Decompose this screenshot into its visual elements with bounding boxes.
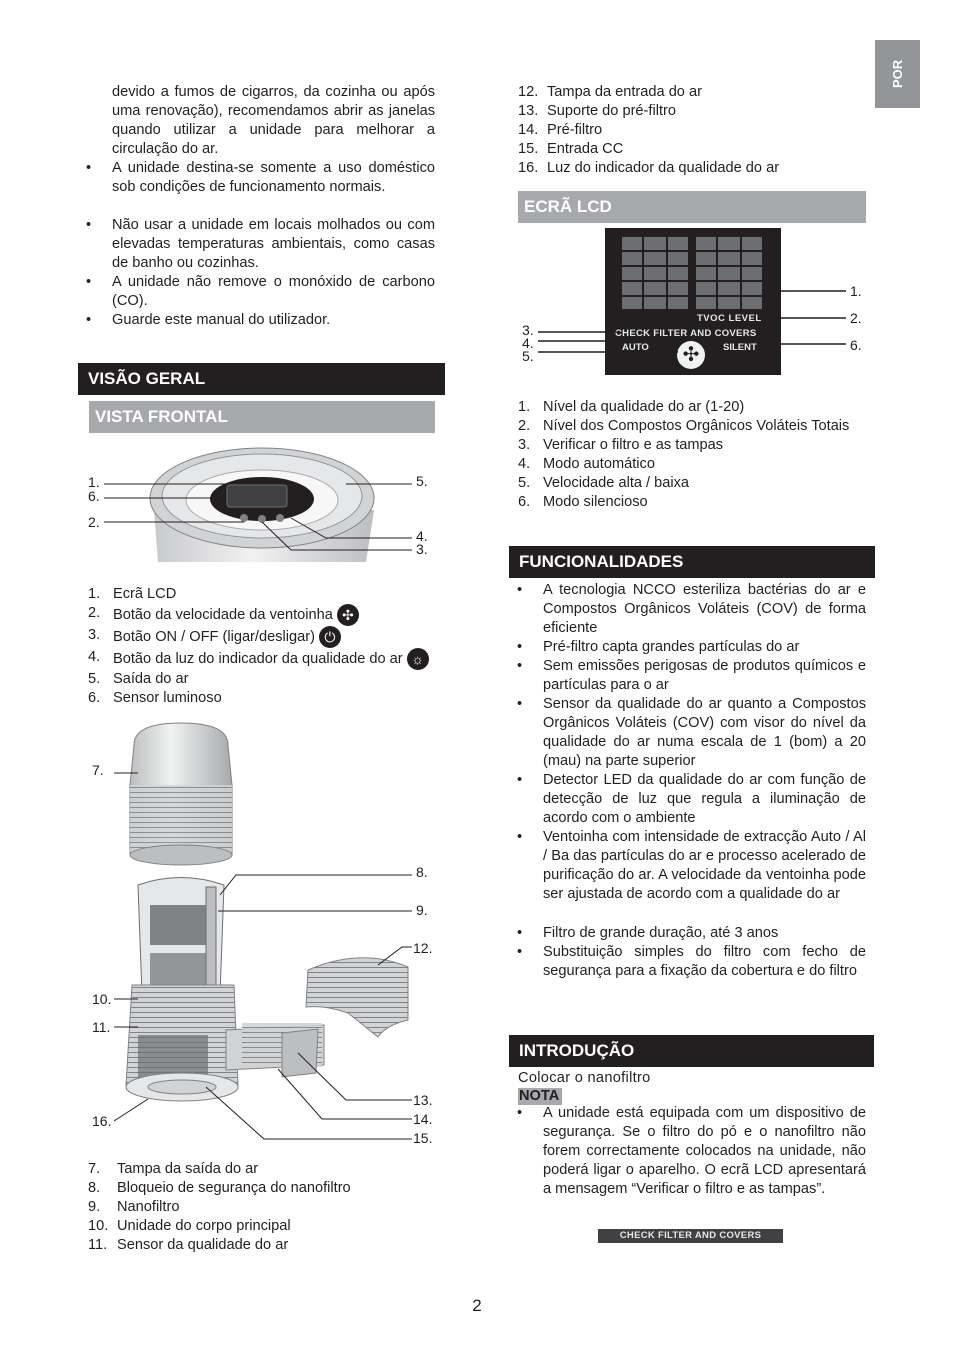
note-bullet: • A unidade está equipada com um dispositivo de segurança. Se o filtro do pó e o nanofiltro não forem correctamente colocados na unidade, não poderá ligar o aparelho. O ecrã LCD apresentará a mensagem “Verificar o filtro e as tampas”. bbox=[517, 1105, 866, 1197]
feature-bullet: • Filtro de grande duração, até 3 anos bbox=[517, 925, 779, 941]
callout-label: 16. bbox=[92, 1113, 112, 1129]
feature-bullet: • Detector LED da qualidade do ar com função de detecção de luz que regula a iluminação de acordo com o ambiente bbox=[517, 772, 866, 826]
callout-label: 14. bbox=[413, 1111, 433, 1127]
feature-bullet: • Ventoinha com intensidade de extracção Auto / Al / Ba das partículas do ar e processo acelerado de purificação do ar. A velocidade da ventoinha pode ser ajustada de acordo com a qualidade do ar bbox=[517, 829, 866, 902]
section-heading-introduction: INTRODUÇÃO bbox=[509, 1035, 874, 1067]
callout-label: 5. bbox=[522, 348, 534, 364]
language-tab-label: POR bbox=[890, 59, 905, 89]
callout-label: 3. bbox=[522, 322, 534, 338]
callout-label: 4. bbox=[416, 528, 428, 544]
callout-label: 13. bbox=[413, 1092, 433, 1108]
lcd-fan-icon: ✣ bbox=[677, 341, 705, 369]
callout-label: 11. bbox=[92, 1019, 111, 1035]
list-item: 6. Sensor luminoso bbox=[88, 690, 222, 706]
light-icon: ☼ bbox=[407, 648, 429, 670]
list-item: 6. Modo silencioso bbox=[518, 494, 648, 510]
callout-label: 1. bbox=[850, 283, 862, 299]
feature-bullet: • Substituição simples do filtro com fecho de segurança para a fixação da cobertura e do filtro bbox=[517, 944, 866, 979]
subheading-lcd: ECRÃ LCD bbox=[518, 191, 866, 223]
list-item: 2. Nível dos Compostos Orgânicos Voláteis Totais bbox=[518, 418, 850, 434]
callout-label: 3. bbox=[416, 541, 428, 557]
list-item: 14. Pré-filtro bbox=[518, 122, 603, 138]
list-item: 7. Tampa da saída do ar bbox=[88, 1161, 259, 1177]
page-number: 2 bbox=[472, 1296, 482, 1315]
callout-label: 15. bbox=[413, 1130, 433, 1146]
list-item: 4. Botão da luz do indicador da qualidade do ar ☼ bbox=[88, 648, 429, 670]
feature-bullet: • Sensor da qualidade do ar quanto a Compostos Orgânicos Voláteis (COV) com visor do nível da qualidade do ar numa escala de 1 (bom) a 20 (mau) na parte superior bbox=[517, 696, 866, 769]
list-item: 16. Luz do indicador da qualidade do ar bbox=[518, 160, 780, 176]
list-item: 3. Botão ON / OFF (ligar/desligar) ⏻ bbox=[88, 626, 429, 648]
list-item: 1. Nível da qualidade do ar (1-20) bbox=[518, 399, 745, 415]
subheading-front-view: VISTA FRONTAL bbox=[89, 401, 435, 433]
lcd-callout-lines bbox=[518, 280, 848, 360]
callout-label: 2. bbox=[850, 310, 862, 326]
callout-label: 6. bbox=[850, 337, 862, 353]
feature-bullet: • Pré-filtro capta grandes partículas do ar bbox=[517, 639, 800, 655]
power-icon: ⏻ bbox=[319, 626, 341, 648]
list-item: 13. Suporte do pré-filtro bbox=[518, 103, 676, 119]
callout-label: 8. bbox=[416, 864, 428, 880]
fan-icon: ✣ bbox=[337, 604, 359, 626]
section-heading-features: FUNCIONALIDADES bbox=[509, 546, 875, 578]
parts-list-right bbox=[518, 83, 779, 178]
parts-list-left bbox=[88, 1160, 351, 1255]
language-tab bbox=[875, 40, 920, 108]
intro-subheading: Colocar o nanofiltro bbox=[518, 1070, 651, 1086]
callout-label: 12. bbox=[413, 940, 433, 956]
list-item: 5. Velocidade alta / baixa bbox=[518, 475, 690, 491]
check-filter-badge: CHECK FILTER AND COVERS bbox=[598, 1229, 783, 1243]
callout-label: 10. bbox=[92, 991, 112, 1007]
exploded-callout-lines bbox=[86, 715, 436, 1155]
feature-bullet: • Sem emissões perigosas de produtos químicos e partículas para o ar bbox=[517, 658, 866, 693]
callout-label: 7. bbox=[92, 762, 104, 778]
lcd-silent-label: SILENT bbox=[723, 342, 757, 353]
list-item: 1. Ecrã LCD bbox=[88, 586, 177, 602]
callout-label: 4. bbox=[522, 335, 534, 351]
front-callout-lines bbox=[86, 470, 436, 560]
callout-label: 5. bbox=[416, 473, 428, 489]
list-item: 10. Unidade do corpo principal bbox=[88, 1218, 291, 1234]
callout-label: 9. bbox=[416, 902, 428, 918]
safety-bullet: • Guarde este manual do utilizador. bbox=[86, 312, 331, 328]
list-item: 11. Sensor da qualidade do ar bbox=[88, 1237, 289, 1253]
list-item: 5. Saída do ar bbox=[88, 671, 189, 687]
lcd-auto-label: AUTO bbox=[622, 342, 649, 353]
lcd-list bbox=[518, 398, 849, 512]
list-item: 8. Bloqueio de segurança do nanofiltro bbox=[88, 1180, 351, 1196]
list-item: 3. Verificar o filtro e as tampas bbox=[518, 437, 724, 453]
feature-bullet: • A tecnologia NCCO esteriliza bactérias do ar e Compostos Orgânicos Voláteis (COV) de forma eficiente bbox=[517, 582, 866, 636]
safety-bullet: • A unidade não remove o monóxido de carbono (CO). bbox=[86, 274, 435, 309]
list-item: 15. Entrada CC bbox=[518, 141, 624, 157]
list-item: 4. Modo automático bbox=[518, 456, 655, 472]
lcd-check-label: CHECK FILTER AND COVERS bbox=[615, 328, 757, 339]
note-label: NOTA bbox=[518, 1088, 562, 1105]
callout-label: 2. bbox=[88, 514, 100, 530]
front-parts-list bbox=[88, 585, 429, 708]
intro-paragraph: devido a fumos de cigarros, da cozinha ou após uma renovação), recomendamos abrir as janelas quando utilizar a unidade para melhorar a circulação do ar. bbox=[112, 84, 435, 157]
list-item: 12. Tampa da entrada do ar bbox=[518, 84, 702, 100]
lcd-tvoc-label: TVOC LEVEL bbox=[697, 313, 762, 324]
safety-bullet: • A unidade destina-se somente a uso doméstico sob condições de funcionamento normais. bbox=[86, 160, 435, 195]
callout-label: 1. bbox=[88, 474, 100, 490]
list-item: 9. Nanofiltro bbox=[88, 1199, 180, 1215]
safety-bullet: • Não usar a unidade em locais molhados ou com elevadas temperaturas ambientais, como casas de banho ou cozinhas. bbox=[86, 217, 435, 271]
callout-label: 6. bbox=[88, 488, 100, 504]
list-item: 2. Botão da velocidade da ventoinha ✣ bbox=[88, 604, 429, 626]
section-heading-overview: VISÃO GERAL bbox=[78, 363, 445, 395]
